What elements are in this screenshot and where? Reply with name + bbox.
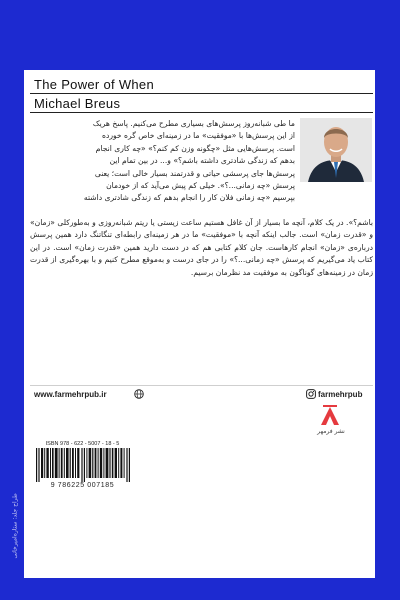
blurb-line: از این پرسش‌ها با «موفقیت» ما در زمینه‌ای خاص گره خورده	[101, 131, 295, 141]
title-divider	[30, 93, 373, 94]
cover-designer-credit: طراح جلد: ستاره‌امیرخانی	[11, 493, 19, 559]
cover-top-band	[0, 0, 400, 70]
book-author: Michael Breus	[34, 96, 121, 111]
book-title: The Power of When	[34, 77, 154, 92]
blurb-line: بپرسیم «چه زمانی فلان کار را انجام بدهم که زندگی شادتری داشته	[83, 193, 295, 203]
blurb-line: بدهم که زندگی شادتری داشته باشم؟» و... در بین تمام این	[109, 156, 295, 166]
blurb-line: پرسش‌ها جای پرسشی حیاتی و قدرتمند بسیار خالی است؛ یعنی	[94, 168, 295, 178]
publisher-instagram[interactable]: farmehrpub	[318, 390, 363, 399]
barcode-icon	[36, 448, 130, 482]
blurb-line: است. پرسش‌هایی مثل «چگونه وزن کم کنم؟» «چه کاری انجام	[95, 143, 295, 153]
blurb-line: ما طی شبانه‌روز پرسش‌های بسیاری مطرح می‌کنیم. پاسخ هریک	[92, 119, 295, 128]
blurb-wrapped-text	[30, 118, 295, 205]
author-portrait	[300, 118, 372, 182]
cover-right-band	[375, 70, 400, 600]
barcode-number: 9 786225 007185	[50, 482, 115, 489]
cover-bottom-band	[0, 578, 400, 600]
publisher-website[interactable]: www.farmehrpub.ir	[34, 390, 107, 399]
author-photo-image	[300, 118, 372, 182]
isbn-label: ISBN 978 - 622 - 5007 - 18 - 5	[45, 441, 120, 447]
publisher-logo-icon	[319, 403, 341, 427]
author-divider	[30, 112, 373, 113]
instagram-icon	[306, 389, 316, 399]
blurb-paragraph: باشم؟». در یک کلام، آنچه ما بسیار از آن غافل هستیم ساعت زیستی یا ریتم شبانه‌روزی و به‌طورکلی «زمان» و «قدرت زمان» است. جالب اینکه آنچه با «موفقیت» ما در هر زمینه‌ای رابطه‌ای تنگاتنگ دارد همین پرسش درباره‌ی «زمان» انجام کارهاست. جان کلام کتابی هم که در دست دارید همین «قدرت زمان» است. در این کتاب یاد می‌گیریم که پرسش «چه زمانی...؟» را در جای درست و به‌موقع مطرح کنیم و با بهره‌گیری از قدرت زمان در زمینه‌های گوناگون به موفقیت مد نظرمان برسیم.	[30, 218, 373, 277]
publisher-logo-caption: نشر فرمهر	[317, 428, 345, 435]
globe-icon	[134, 389, 144, 399]
blurb-line: پرسش «چه زمانی...؟». خیلی کم پیش می‌آید که از خودمان	[106, 181, 295, 191]
footer-divider	[30, 385, 373, 386]
